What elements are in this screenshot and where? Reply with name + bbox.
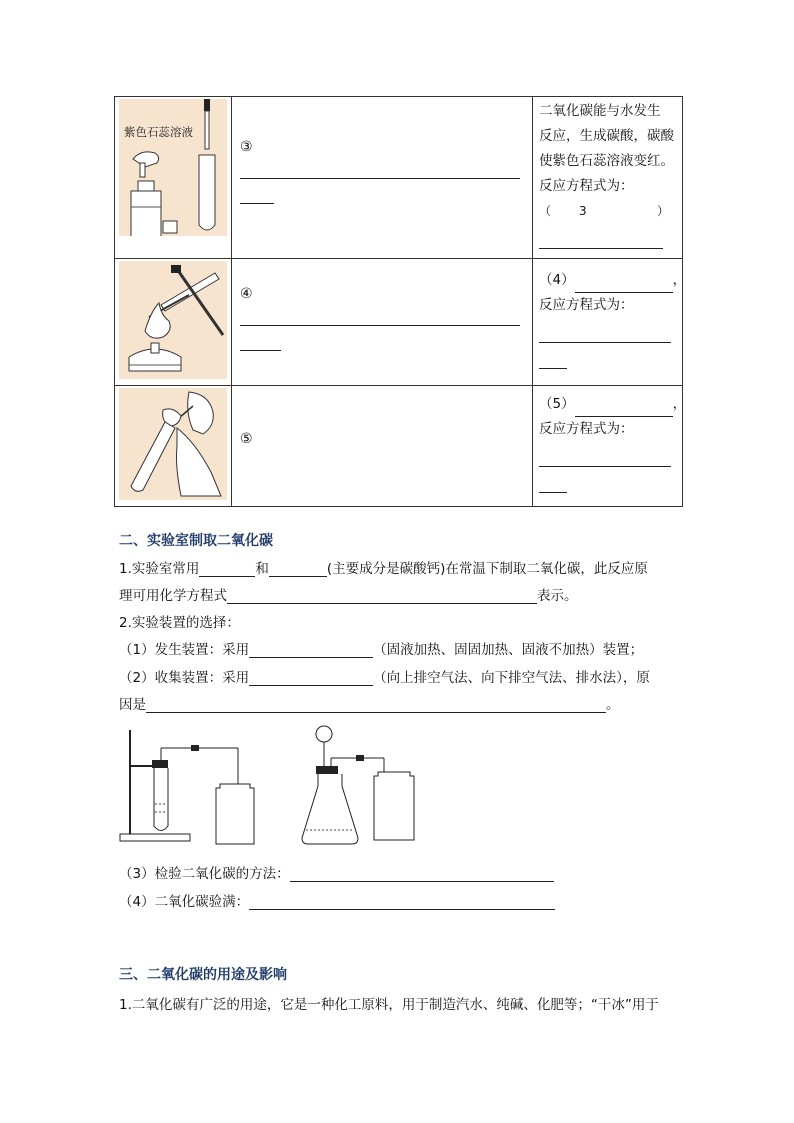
text: （2）收集装置：采用 (119, 670, 250, 686)
equation-label: 反应方程式为： (539, 421, 634, 437)
apparatus-diagram (116, 722, 426, 852)
table-row (115, 97, 683, 259)
answer-blank[interactable] (290, 867, 554, 882)
blowing-into-tube-illustration (119, 388, 227, 500)
conclusion-line: 使紫色石蕊溶液变红。 (539, 153, 674, 169)
text: 和 (255, 561, 269, 577)
paren-number: 3 (579, 204, 587, 218)
paragraph (119, 638, 643, 658)
paragraph: 2.实验装置的选择： (119, 615, 240, 631)
section-title: 二、实验室制取二氧化碳 (119, 533, 273, 549)
table-row (115, 259, 683, 386)
heating-tube-drawing (119, 261, 227, 379)
text: 表示。 (537, 588, 578, 604)
answer-blank[interactable] (240, 178, 520, 179)
answer-blank[interactable] (146, 698, 606, 713)
paren-close: ） (657, 204, 670, 218)
observation-cell (232, 386, 533, 507)
text: （3）检验二氧化碳的方法： (119, 866, 290, 882)
answer-blank[interactable] (249, 671, 373, 686)
row-marker: ④ (240, 286, 253, 302)
paragraph: 1.二氧化碳有广泛的用途，它是一种化工原料，用于制造汽水、纯碱、化肥等；“干冰”用于 (119, 997, 659, 1013)
answer-blank[interactable] (227, 589, 537, 604)
text: （1）发生装置：采用 (119, 642, 250, 658)
comma: ， (672, 396, 687, 412)
answer-blank[interactable] (539, 358, 567, 369)
experiment-image-cell (115, 97, 232, 259)
heating-tube-illustration (119, 261, 227, 379)
conclusion-cell (533, 386, 687, 507)
answer-blank[interactable] (539, 482, 567, 493)
answer-blank[interactable] (539, 328, 671, 343)
text: （向上排空气法、向下排空气法、排水法），原 (373, 670, 650, 686)
experiment-image-cell (115, 259, 232, 386)
text: （4）二氧化碳验满： (119, 894, 250, 910)
paragraph (119, 862, 554, 882)
text: 因是 (119, 697, 146, 713)
answer-blank[interactable] (539, 452, 671, 467)
litmus-experiment-illustration (119, 99, 227, 236)
image-caption: 紫色石蕊溶液 (124, 125, 193, 139)
observation-cell (232, 97, 533, 259)
row-marker: ⑤ (240, 431, 253, 447)
conclusion-cell (533, 97, 683, 259)
paragraph (119, 890, 555, 910)
paragraph (119, 557, 648, 577)
paren-open: （ (539, 204, 552, 218)
answer-blank[interactable] (269, 562, 327, 577)
conclusion-line: 二氧化碳能与水发生 (539, 103, 661, 119)
dropper-and-tube-drawing (119, 99, 227, 236)
answer-blank[interactable] (249, 643, 373, 658)
paragraph (119, 666, 650, 686)
text: （固液加热、固固加热、固液不加热）装置； (373, 642, 644, 658)
answer-blank[interactable] (249, 895, 555, 910)
answer-blank[interactable] (240, 350, 281, 351)
question-label: （5） (539, 396, 575, 412)
answer-blank[interactable] (199, 562, 255, 577)
answer-blank[interactable] (240, 325, 520, 326)
answer-blank[interactable] (575, 402, 673, 417)
text: (主要成分是碳酸钙)在常温下制取二氧化碳，此反应原 (326, 561, 648, 577)
text: 。 (606, 697, 620, 713)
paragraph (119, 584, 578, 604)
row-marker: ③ (240, 139, 253, 155)
answer-blank[interactable] (240, 203, 274, 204)
text: 1.实验室常用 (119, 561, 200, 577)
question-label: （4） (539, 272, 575, 288)
solid-heating-apparatus (120, 730, 254, 844)
conclusion-line: 反应方程式为： (539, 178, 634, 194)
experiment-table (114, 96, 687, 507)
comma: ， (672, 272, 687, 288)
paragraph (119, 693, 620, 713)
blowing-drawing (119, 388, 227, 500)
experiment-image-cell (115, 386, 232, 507)
text: 理可用化学方程式 (119, 588, 227, 604)
liquid-solid-apparatus (302, 726, 414, 844)
answer-blank[interactable] (539, 234, 663, 249)
conclusion-cell (533, 259, 687, 386)
equation-label: 反应方程式为： (539, 297, 634, 313)
section-title: 三、二氧化碳的用途及影响 (119, 967, 287, 983)
table-row (115, 386, 683, 507)
answer-blank[interactable] (575, 278, 673, 293)
observation-cell (232, 259, 533, 386)
conclusion-line: 反应，生成碳酸，碳酸 (539, 128, 674, 144)
